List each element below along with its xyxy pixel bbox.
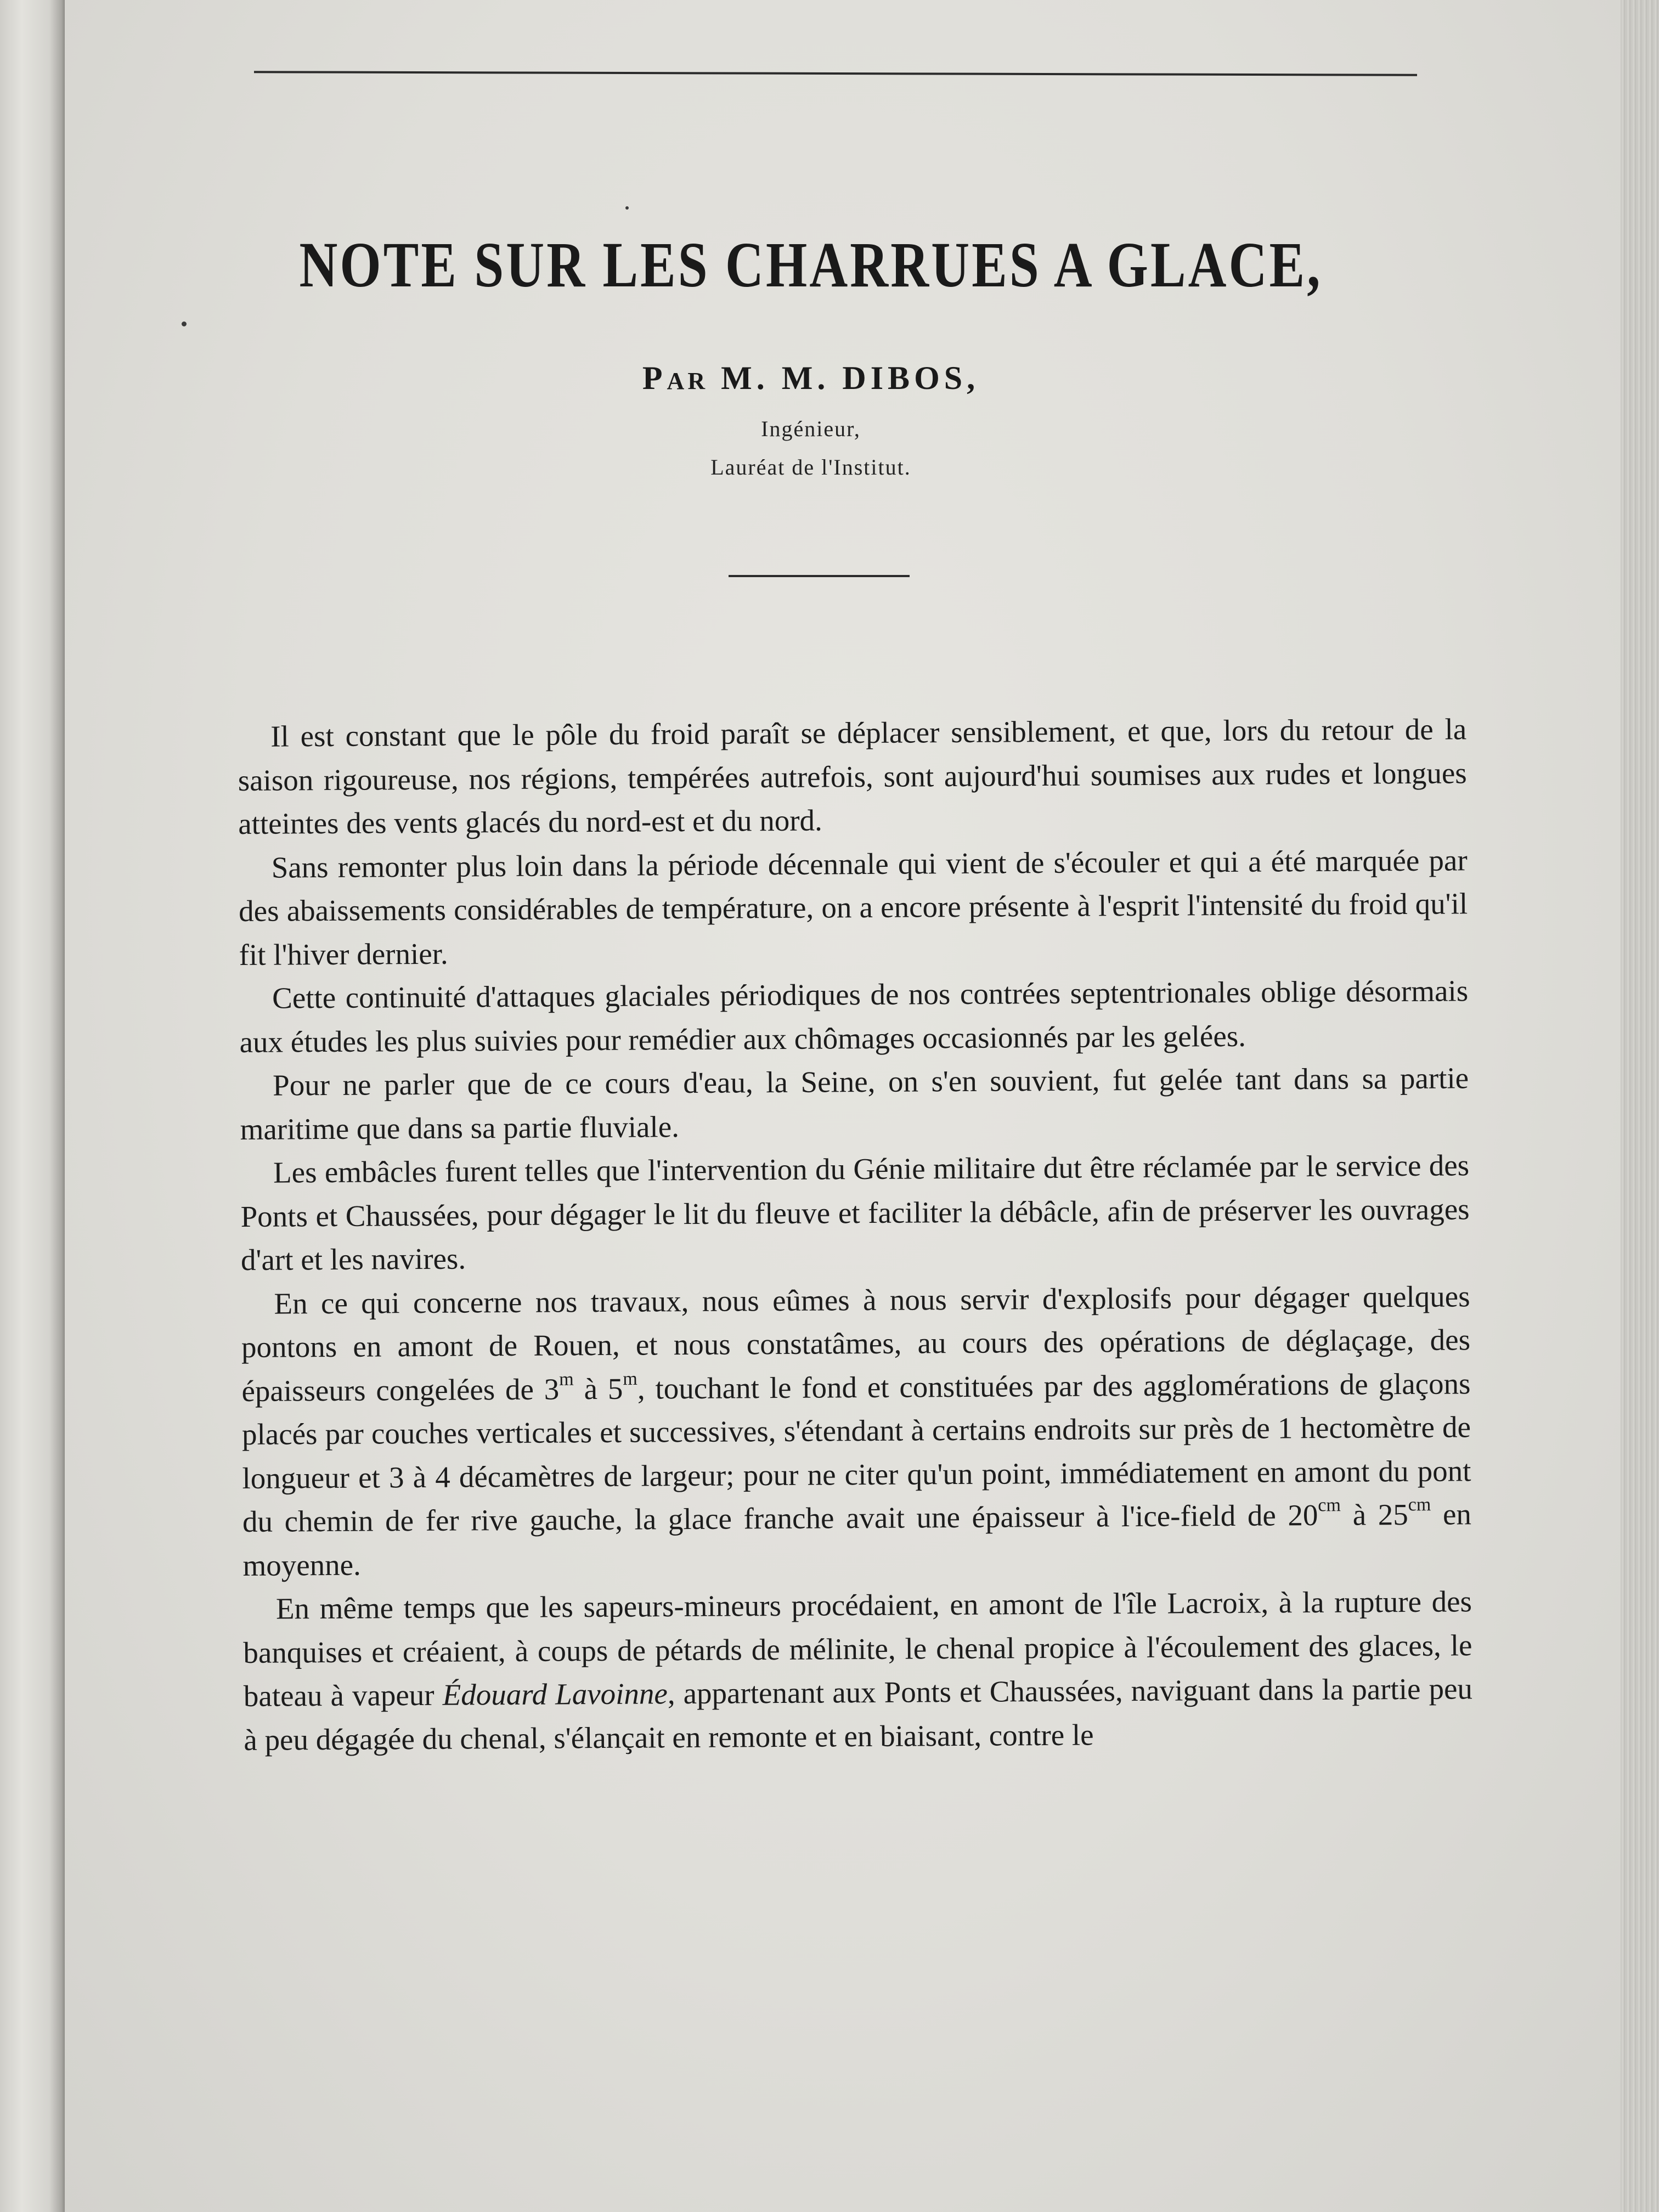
paragraph-text: en moyenne. <box>242 1497 1472 1582</box>
paragraph <box>243 1579 1473 1762</box>
paragraph: Pour ne parler que de ce cours d'eau, la Seine, on s'en souvient, fut gelée tant dans sa partie maritime que dans sa partie fluviale. <box>240 1061 1469 1146</box>
paragraph-text: , appartenant aux Ponts et Chaussées, naviguant dans la partie peu à peu dégagée du chenal, s'élançait en remonte et en biaisant, contre le <box>244 1672 1473 1757</box>
byline-prefix-initial: P <box>642 360 667 396</box>
paragraph: Cette continuité d'attaques glaciales périodiques de nos contrées septentrionales oblige désormais aux études les plus suivies pour remédier aux chômages occasionnés par les gelées. <box>239 974 1469 1059</box>
paragraph: Les embâcles furent telles que l'intervention du Génie militaire dut être réclamée par le service des Ponts et Chaussées, pour dégager le lit du fleuve et faciliter la débâcle, afin de préserver les ouvrages d'art et les navires. <box>240 1148 1470 1277</box>
author-distinction: Lauréat de l'Institut. <box>710 455 911 479</box>
paragraph <box>241 1274 1471 1587</box>
ship-name: Édouard Lavoinne <box>442 1677 668 1712</box>
unit-superscript: cm <box>1318 1495 1341 1516</box>
article-title: NOTE SUR LES CHARRUES A GLACE, <box>299 229 1323 301</box>
paragraph-text: En ce qui concerne nos travaux, nous eûmes à nous servir d'explosifs pour dégager quelques pontons en amont de Rouen, et nous constatâmes, au cours des opérations de déglaçage, des épaisseurs congelées de 3 <box>241 1279 1471 1408</box>
unit-superscript: m <box>623 1368 637 1389</box>
book-gutter <box>0 0 65 2212</box>
paragraph-text: En même temps que les sapeurs-mineurs procédaient, en amont de l'île Lacroix, à la rupture des banquises et créaient, à coups de pétards de mélinite, le chenal propice à l'écoulement des glaces, le bateau à vapeur <box>243 1584 1472 1713</box>
section-divider <box>729 575 910 577</box>
author-name: M. M. DIBOS, <box>721 360 980 396</box>
author-role: Ingénieur, <box>761 416 861 441</box>
article-body <box>238 707 1473 1762</box>
unit-superscript: cm <box>1408 1494 1431 1515</box>
unit-superscript: m <box>559 1369 574 1390</box>
page-edges <box>1621 0 1659 2212</box>
byline-prefix-rest: AR <box>667 368 709 394</box>
paragraph-text: à 25 <box>1340 1497 1408 1532</box>
book-page <box>65 0 1621 2212</box>
paragraph: Sans remonter plus loin dans la période décennale qui vient de s'écouler et qui a été marquée par des abaissements considérables de température, on a encore présente à l'esprit l'intensité du froid qu'il fit l'hiver dernier. <box>238 843 1468 972</box>
paragraph-text: , touchant le fond et constituées par des agglomérations de glaçons placés par couches verticales et successives, s'étendant à certains endroits sur près de 1 hectomètre de longueur et 3 à 4 décamètres de largeur; pour ne citer qu'un point, immédiatement en amont du pont du chemin de fer rive gauche, la glace franche avait une épaisseur à l'ice-field de 20 <box>241 1366 1471 1538</box>
paper-speck <box>625 206 629 210</box>
paragraph-text: à 5 <box>573 1372 623 1406</box>
paragraph: Il est constant que le pôle du froid paraît se déplacer sensiblement, et que, lors du retour de la saison rigoureuse, nos régions, tempérées autrefois, sont aujourd'hui soumises aux rudes et longues atteintes des vents glacés du nord-est et du nord. <box>238 712 1467 840</box>
header-rule <box>254 71 1417 76</box>
paper-speck <box>182 321 187 326</box>
author-byline <box>65 359 1557 397</box>
